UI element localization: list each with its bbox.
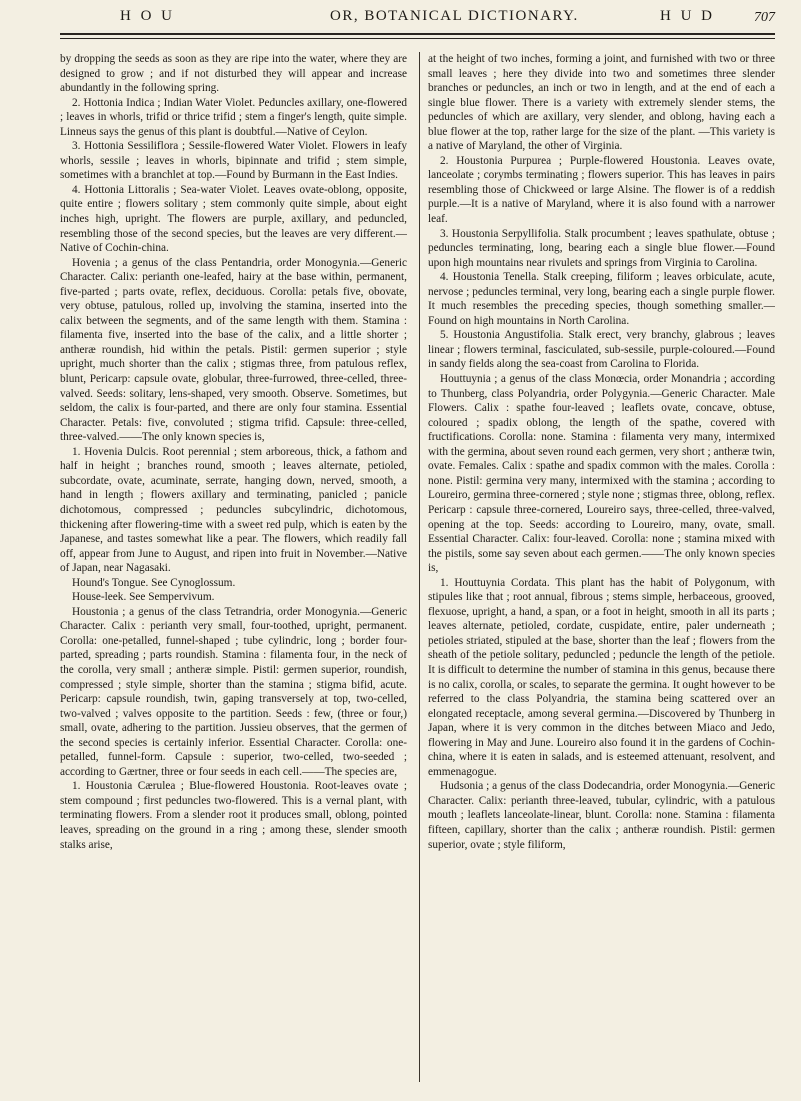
header-left-guide-word: H O U — [120, 8, 175, 24]
page-number: 707 — [754, 10, 775, 25]
header-right-guide-word: H U D — [660, 8, 715, 24]
paragraph: 5. Houstonia Angustifolia. Stalk erect, very branchy, glabrous ; leaves linear ; flowers terminal, fasciculated, sub-sessile, purple-coloured.—Found in sandy fields along the sea-coast from Carolina to Florida. — [428, 329, 775, 371]
left-column — [60, 52, 407, 1092]
header-title: OR, BOTANICAL DICTIONARY. — [330, 8, 579, 24]
paragraph: 3. Houstonia Serpyllifolia. Stalk procumbent ; leaves spathulate, obtuse ; peduncles terminating, long, bearing each a single blue flower.—Found upon high mountains near rivulets and springs from Virginia to Carolina. — [428, 227, 775, 269]
paragraph: Houstonia ; a genus of the class Tetrandria, order Monogynia.—Generic Character. Calix : perianth very small, four-toothed, upright, permanent. Corolla: one-petalled, funnel-shaped ; tube cylindric, long ; border four-parted, spreading ; parts roundish. Stamina : filamenta four, in the neck of the corolla, very small ; antheræ simple. Pistil: germen superior, roundish, compressed ; style simple, shorter than the stamina ; stigma bifid, acute. Pericarp: capsule roundish, twin, gaping transversely at top, two-celled, two-valved ; valves opposite to the partition. Seeds : few, (three or four,) small, ovate, adhering to the partition. Jussieu observes, that the germen of the second species is certainly inferior. Essential Character. Corolla: one-petalled, funnel-form. Capsule : superior, two-celled, two-seeded ; according to Gærtner, three or four seeds in each cell.——The species are, — [60, 605, 407, 778]
paragraph: 1. Houstonia Cærulea ; Blue-flowered Houstonia. Root-leaves ovate ; stem compound ; first peduncles two-flowered. This is a vernal plant, with terminating flowers. From a slender root it produces small, oblong, pointed leaves, spreading on the ground in a ring ; among these, slender smooth stalks arise, — [60, 780, 407, 851]
paragraph: 2. Houstonia Purpurea ; Purple-flowered Houstonia. Leaves ovate, lanceolate ; corymbs terminating ; flowers superior. This has leaves in pairs resembling those of Chickweed or large Alsine. The flower is of a reddish purple.—It is a native of Maryland, where it is also found with a narrower leaf. — [428, 154, 775, 226]
paragraph: 1. Hovenia Dulcis. Root perennial ; stem arboreous, thick, a fathom and half in height ; branches round, smooth ; leaves alternate, petioled, subcordate, ovate, acuminate, serrate, hanging down, nerved, smooth, a hand in length ; flowers axillary and terminating, panicled ; panicle dichotomous, compressed ; peduncles subcylindric, dichotomous, thickening after flowering-time with a sweet red pulp, which is eaten by the Japanese, and tastes somewhat like a pear. The flowers, which readily fall off, appear from June to August, and ripen into fruit in November.—Native of Japan, near Nagasaki. — [60, 445, 407, 575]
paragraph: Hound's Tongue. See Cynoglossum. — [72, 576, 236, 589]
paragraph: Hudsonia ; a genus of the class Dodecandria, order Monogynia.—Generic Character. Calix: perianth three-leaved, tubular, cylindric, with a patulous mouth ; leaflets lanceolate-linear, blunt. Corolla: none. Stamina : filamenta fifteen, capillary, shorter than the calix ; antheræ roundish. Pistil: germen superior, ovate ; style filiform, — [428, 780, 775, 851]
paragraph: Houttuynia ; a genus of the class Monœcia, order Monandria ; according to Thunberg, class Polyandria, order Polygynia.—Generic Character. Male Flowers. Calix : spathe four-leaved ; leaflets ovate, concave, obtuse, coloured ; spadix oblong, the length of the spathe, covered with fructifications. Corolla: none. Stamina : filamenta very many, intermixed with the germina, about seven round each germen, very short ; antheræ twin, ovate. Females. Calix : spathe and spadix common with the males. Corolla : none. Pistil: germina very many, intermixed with the stamina ; according to Loureiro, germina three-cornered ; style none ; stigmas three, oblong, reflex. Pericarp : capsule three-cornered, Loureiro says, three-celled, three-valved, opening at the top. Seeds: according to Loureiro, many, ovate, small. Essential Character. Calix: four-leaved. Corolla: none ; stamina mixed with the pistils, some say seven about each germen.——The only known species is, — [428, 373, 775, 575]
paragraph: 3. Hottonia Sessiliflora ; Sessile-flowered Water Violet. Flowers in leafy whorls, sessile ; leaves in whorls, bipinnate and trifid ; stem simple, sometimes with a branchlet at top.—Found by Burmann in the East Indies. — [60, 140, 407, 182]
header-rule-thin — [60, 38, 775, 39]
paragraph: 4. Houstonia Tenella. Stalk creeping, filiform ; leaves orbiculate, acute, nervose ; peduncles terminal, very long, bearing each a single purple flower. It much resembles the preceding species, though something smaller.—Found on high mountains in North Carolina. — [428, 271, 775, 327]
header-rule-thick — [60, 33, 775, 35]
paragraph: 4. Hottonia Littoralis ; Sea-water Violet. Leaves ovate-oblong, opposite, quite entire ; flowers solitary ; stem commonly quite simple, about eight inches high, upright. The flowers are purple, axillary, and peduncled, resembling those of the second species, but the leaves are very different.—Native of Cochin-china. — [60, 183, 407, 255]
paragraph: House-leek. See Sempervivum. — [72, 591, 215, 604]
paragraph: Hovenia ; a genus of the class Pentandria, order Monogynia.—Generic Character. Calix: perianth one-leafed, hairy at the base within, permanent, five-parted ; parts ovate, reflex, deciduous. Corolla: petals five, obovate, very obtuse, patulous, rolled up, involving the stamina, inserted into the calix between the segments, and of the same length with them. Stamina : filamenta five, inserted into the base of the calix, and a little shorter ; antheræ roundish, hid within the petals. Pistil: germen superior ; style upright, much shorter than the calix ; stigmas three, from patulous reflex, blunt, Pericarp: capsule ovate, globular, three-furrowed, three-celled, three-valved. Seeds: solitary, lens-shaped, very smooth. Observe. Sometimes, but seldom, the calix is four-parted, and there are only four stamina. Essential Character. Petals: five, convoluted ; stigma trifid. Capsule: three-celled, three-valved.——The only known species is, — [60, 256, 407, 444]
column-divider — [419, 52, 420, 1082]
running-header — [60, 8, 775, 32]
paragraph: by dropping the seeds as soon as they are ripe into the water, where they are designed to grow ; and if not disturbed they will appear and increase abundantly in the following spring. — [60, 53, 407, 95]
paragraph: at the height of two inches, forming a joint, and furnished with two or three small leaves ; here they divide into two and sometimes three slender branches or peduncles, an inch or two in length, and at the end of each a single blue flower. There is a variety with extremely slender stems, the peduncles of which are axillary, very slender, and oblong, having each a blue flower at the top, rather large for the size of the plant. —This variety is a native of Maryland, the other of Virginia. — [428, 53, 775, 153]
right-column — [428, 52, 775, 1092]
paragraph: 1. Houttuynia Cordata. This plant has the habit of Polygonum, with stipules like that ; root annual, fibrous ; stems simple, herbaceous, grooved, flexuose, upright, a hand, a span, or a foot in height, smooth in all its parts ; leaves alternate, petioled, cordate, cuspidate, entire, paler underneath ; petioles striated, stipuled at the base, shorter than the leaf ; flowers from the sheath of the petiole solitary, peduncled ; peduncle the length of the petiole. It is difficult to determine the number of stamina in this genus, because there is no calix, corolla, or scales, to separate the germina. It ought however to be referred to the class Polyandria, the stamina being scattered over an elongated receptacle, among several germina.—Discovered by Thunberg in Japan, where it is very common in the ditches between Miaco and Jedo, flowering in May and June. Loureiro also found it in the gardens of Cochin-china, where it is eaten in salads, and is esteemed attenuant, resolvent, and emmenagogue. — [428, 576, 775, 778]
paragraph: 2. Hottonia Indica ; Indian Water Violet. Peduncles axillary, one-flowered ; leaves in whorls, trifid or thrice trifid ; stem a finger's length, quite simple. Linneus says the genus of this plant is doubtful.—Native of Ceylon. — [60, 96, 407, 138]
